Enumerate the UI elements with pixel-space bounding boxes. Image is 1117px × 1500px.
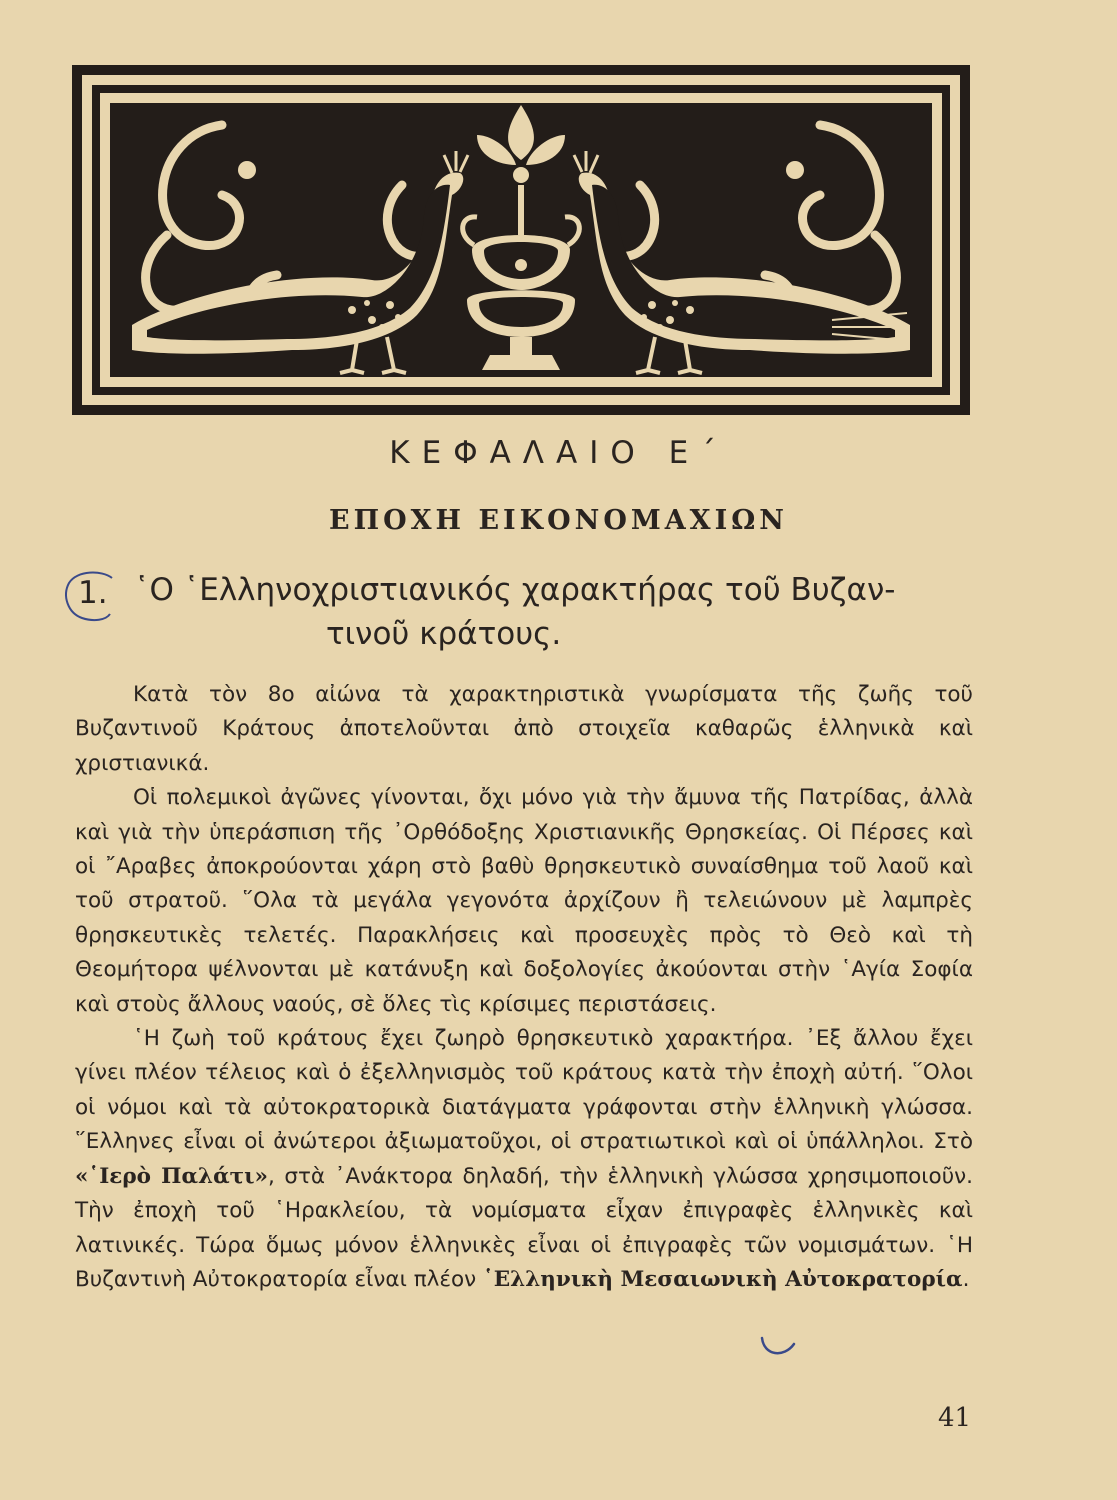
- section-title: [134, 568, 954, 656]
- peacock-ornament: [72, 65, 970, 415]
- section-title-line1: ῾Ο ῾Ελληνοχριστιανικός χαρακτήρας τοῦ Βυζαν-: [134, 572, 896, 608]
- page-number: 41: [938, 1403, 972, 1433]
- paragraph-1: Κατὰ τὸν 8ο αἰώνα τὰ χαρακτηριστικὰ γνωρίσματα τῆς ζωῆς τοῦ Βυζαντινοῦ Κράτους ἀποτελοῦνται ἀπὸ στοιχεῖα καθαρῶς ἑλληνικὰ καὶ χριστιανικά.: [75, 682, 973, 776]
- sacred-palace-term: «῾Ιερὸ Παλάτι»: [75, 1163, 268, 1189]
- paragraph-2: Οἱ πολεμικοὶ ἀγῶνες γίνονται, ὄχι μόνο γιὰ τὴν ἄμυνα τῆς Πατρίδας, ἀλλὰ καὶ γιὰ τὴν ὑπεράσπιση τῆς ᾿Ορθόδοξης Χριστιανικῆς Θρησκείας. Οἱ Πέρσες καὶ οἱ ῎Αραβες ἀποκρούονται χάρη στὸ βαθὺ θρησκευτικὸ συναίσθημα τοῦ λαοῦ καὶ τοῦ στρατοῦ. ῞Ολα τὰ μεγάλα γεγονότα ἀρχίζουν ἢ τελειώνουν μὲ λαμπρὲς θρησκευτικὲς τελετές. Παρακλήσεις καὶ προσευχὲς πρὸς τὸ Θεὸ καὶ τὴ Θεομήτορα ψέλνονται μὲ κατάνυξη καὶ δοξολογίες ἀκούονται στὴν ῾Αγία Σοφία καὶ στοὺς ἄλλους ναούς, σὲ ὅλες τὶς κρίσιμες περιστάσεις.: [75, 785, 973, 1017]
- era-title: ΕΠΟΧΗ ΕΙΚΟΝΟΜΑΧΙΩΝ: [329, 505, 788, 536]
- paragraph-3-part3: .: [962, 1266, 970, 1292]
- paragraph-3-part2: , στὰ ᾿Ανάκτορα δηλαδή, τὴν ἑλληνικὴ γλώσσα χρησιμοποιοῦν. Τὴν ἐποχὴ τοῦ ῾Ηρακλείου, τὰ νομίσματα εἶχαν ἐπιγραφὲς ἑλληνικὲς καὶ λατινικές. Τώρα ὅμως μόνον ἑλληνικὲς εἶναι οἱ ἐπιγραφὲς τῶν νομισμάτων. ῾Η Βυζαντινὴ Αὐτοκρατορία εἶναι πλέον: [75, 1163, 973, 1292]
- pen-tick-mark: [758, 1334, 798, 1362]
- section-title-line2: τινοῦ κράτους.: [326, 616, 562, 652]
- paragraph-3-part1: ῾Η ζωὴ τοῦ κράτους ἔχει ζωηρὸ θρησκευτικὸ χαρακτήρα. ᾿Εξ ἄλλου ἔχει γίνει πλέον τέλειος καὶ ὁ ἐξελληνισμὸς τοῦ κράτους κατὰ τὴν ἐποχὴ αὐτή. ῞Ολοι οἱ νόμοι καὶ τὰ αὐτοκρατορικὰ διατάγματα γράφονται στὴν ἑλληνικὴ γλώσσα. ῞Ελληνες εἶναι οἱ ἀνώτεροι ἀξιωματοῦχοι, οἱ στρατιωτικοὶ καὶ οἱ ὑπάλληλοι. Στὸ: [75, 1026, 973, 1155]
- chapter-label: ΚΕΦΑΛΑΙΟ Ε΄: [389, 435, 728, 471]
- paragraph-3: [75, 1022, 973, 1297]
- section-number: [62, 568, 122, 622]
- body-text: [75, 678, 973, 1297]
- medieval-empire-term: ῾Ελληνικὴ Μεσαιωνικὴ Αὐτοκρατορία: [483, 1266, 963, 1292]
- section-number-text: 1.: [78, 575, 108, 611]
